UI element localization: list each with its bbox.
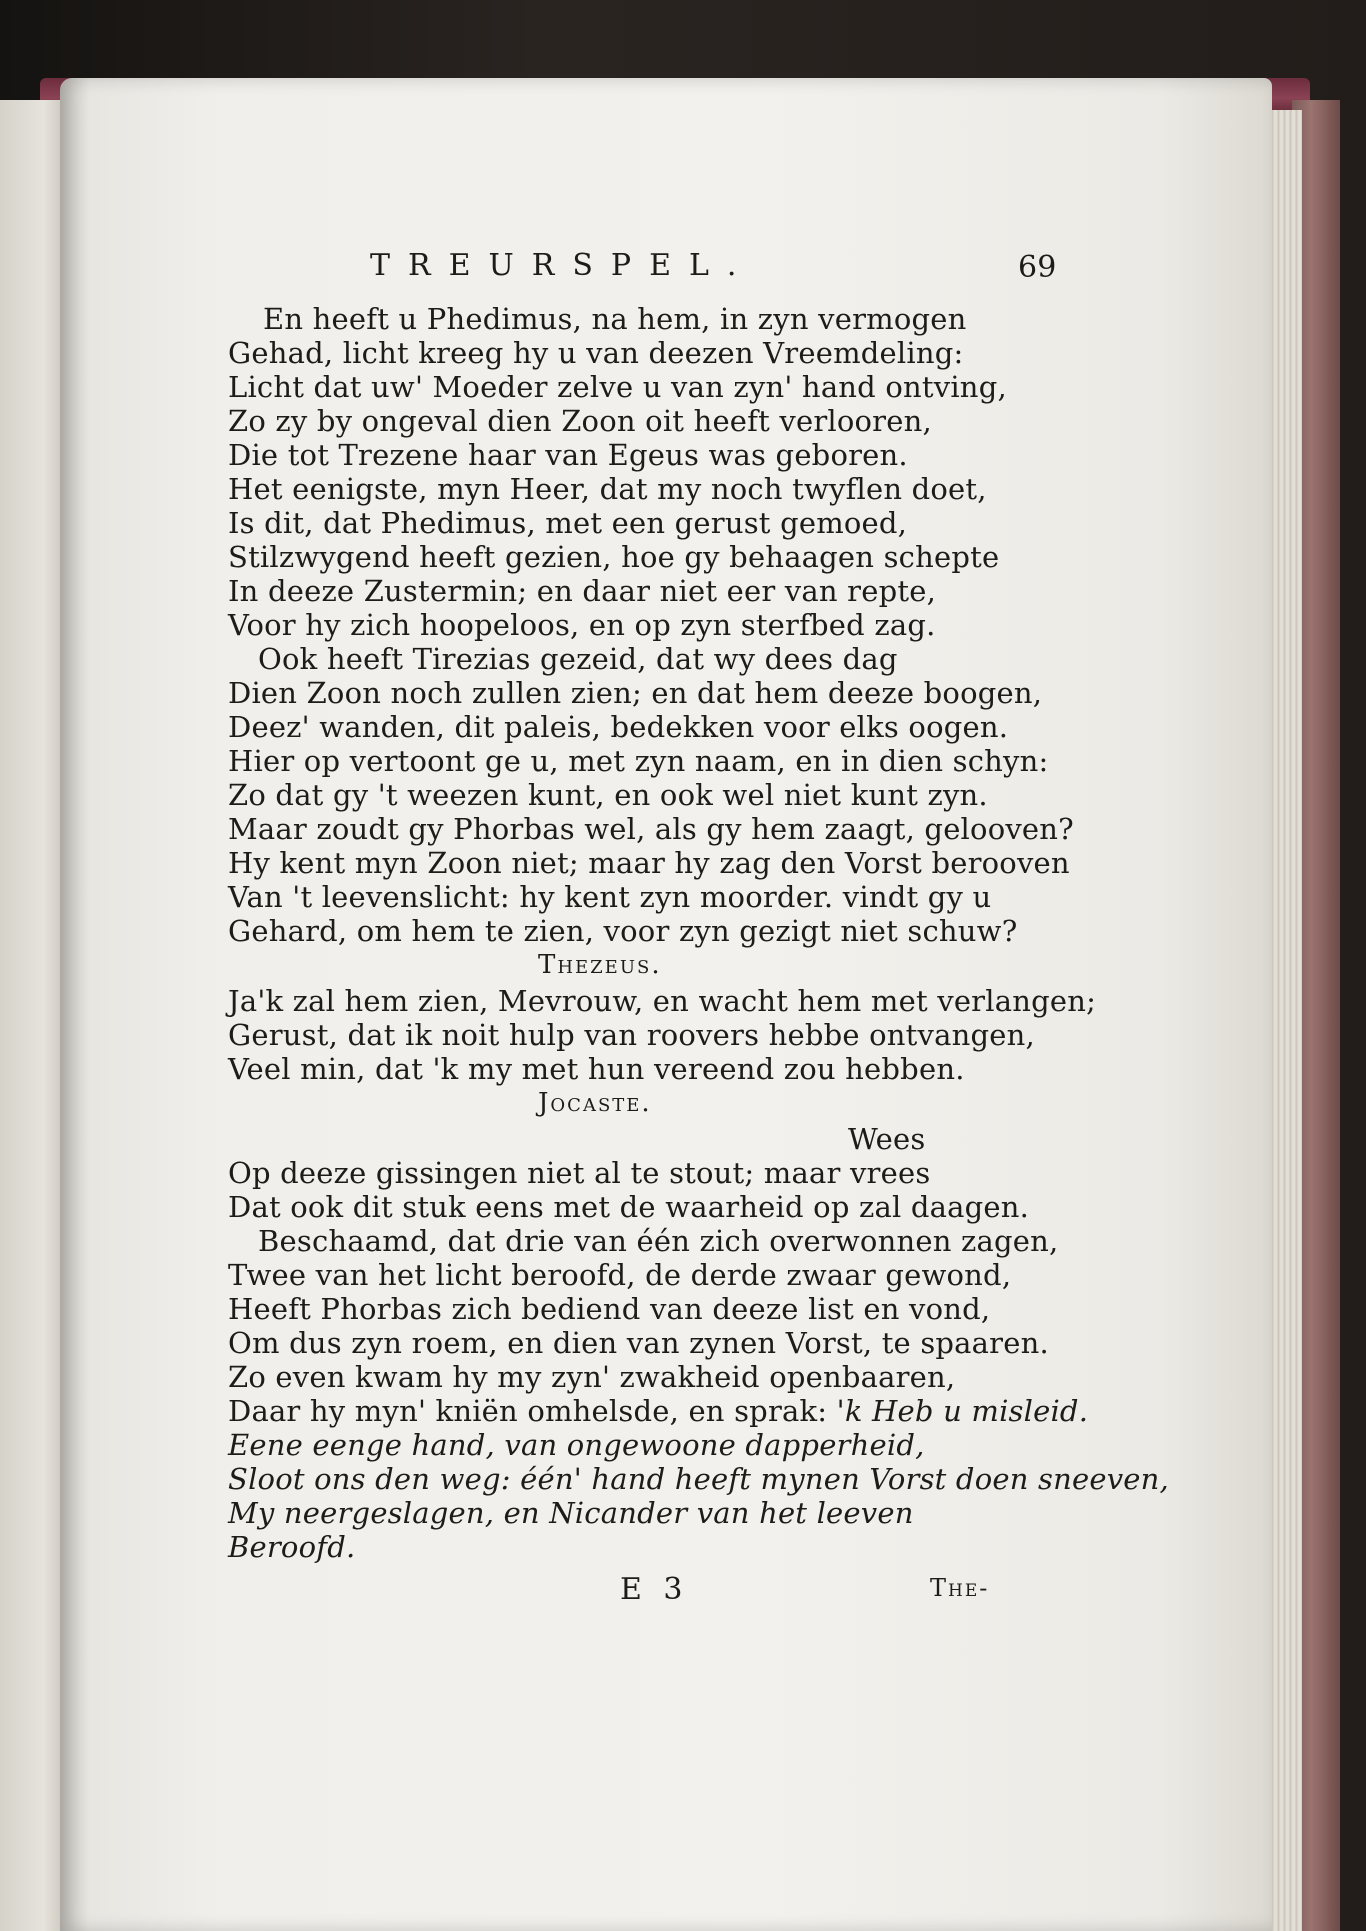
verse-line: Voor hy zich hoopeloos, en op zyn sterfbed zag. bbox=[228, 608, 936, 642]
verse-line: Zo dat gy 't weezen kunt, en ook wel niet kunt zyn. bbox=[228, 778, 988, 812]
verse-line: Die tot Trezene haar van Egeus was geboren. bbox=[228, 438, 908, 472]
verse-line: Veel min, dat 'k my met hun vereend zou hebben. bbox=[228, 1052, 965, 1086]
facing-page bbox=[0, 100, 64, 1931]
verse-line: En heeft u Phedimus, na hem, in zyn vermogen bbox=[263, 302, 967, 336]
verse-line: Twee van het licht beroofd, de derde zwaar gewond, bbox=[228, 1258, 1012, 1292]
verse-line: Het eenigste, myn Heer, dat my noch twyflen doet, bbox=[228, 472, 987, 506]
verse-line: Beschaamd, dat drie van één zich overwonnen zagen, bbox=[258, 1224, 1059, 1258]
verse-line: Van 't leevenslicht: hy kent zyn moorder. vindt gy u bbox=[228, 880, 992, 914]
verse-line: Dien Zoon noch zullen zien; en dat hem deeze boogen, bbox=[228, 676, 1043, 710]
page-number: 69 bbox=[1018, 250, 1057, 285]
verse-line: Is dit, dat Phedimus, met een gerust gemoed, bbox=[228, 506, 908, 540]
verse-line: Dat ook dit stuk eens met de waarheid op zal daagen. bbox=[228, 1190, 1030, 1224]
verse-line-italic: 'k Heb u misleid. bbox=[836, 1394, 1089, 1428]
verse-line: Gehad, licht kreeg hy u van deezen Vreemdeling: bbox=[228, 336, 964, 370]
verse-line: Zo zy by ongeval dien Zoon oit heeft verlooren, bbox=[228, 404, 932, 438]
verse-line-italic: Eene eenge hand, van ongewoone dapperheid, bbox=[228, 1428, 925, 1462]
speaker-name: Jocaste. bbox=[538, 1088, 652, 1118]
verse-line-italic: Sloot ons den weg: één' hand heeft mynen Vorst doen sneeven, bbox=[228, 1462, 1169, 1496]
verse-line-roman: Daar hy myn' kniën omhelsde, en sprak: bbox=[228, 1394, 828, 1428]
verse-line: Om dus zyn roem, en dien van zynen Vorst, te spaaren. bbox=[228, 1326, 1049, 1360]
verse-line: In deeze Zustermin; en daar niet eer van repte, bbox=[228, 574, 936, 608]
verse-line-italic: Beroofd. bbox=[228, 1530, 356, 1564]
verse-line: Hy kent myn Zoon niet; maar hy zag den Vorst berooven bbox=[228, 846, 1070, 880]
verse-line-italic: My neergeslagen, en Nicander van het leeven bbox=[228, 1496, 914, 1530]
verse-line: Heeft Phorbas zich bediend van deeze list en vond, bbox=[228, 1292, 991, 1326]
running-title: TREURSPEL. bbox=[370, 248, 755, 283]
verse-line: Ook heeft Tirezias gezeid, dat wy dees dag bbox=[258, 642, 898, 676]
speaker-name: Thezeus. bbox=[538, 950, 662, 980]
verse-line bbox=[228, 1394, 1088, 1428]
verse-line: Op deeze gissingen niet al te stout; maar vrees bbox=[228, 1156, 931, 1190]
verse-line: Gehard, om hem te zien, voor zyn gezigt niet schuw? bbox=[228, 914, 1018, 948]
verse-line: Licht dat uw' Moeder zelve u van zyn' hand ontving, bbox=[228, 370, 1007, 404]
verse-line: Zo even kwam hy my zyn' zwakheid openbaaren, bbox=[228, 1360, 956, 1394]
verse-line: Wees bbox=[848, 1122, 926, 1156]
book-page bbox=[60, 78, 1272, 1931]
verse-line: Deez' wanden, dit paleis, bedekken voor elks oogen. bbox=[228, 710, 1009, 744]
verse-line: Gerust, dat ik noit hulp van roovers hebbe ontvangen, bbox=[228, 1018, 1035, 1052]
signature-mark: E 3 bbox=[620, 1572, 689, 1607]
catchword: The- bbox=[930, 1574, 990, 1602]
verse-line: Hier op vertoont ge u, met zyn naam, en in dien schyn: bbox=[228, 744, 1049, 778]
verse-line: Stilzwygend heeft gezien, hoe gy behaagen schepte bbox=[228, 540, 1000, 574]
verse-line: Ja'k zal hem zien, Mevrouw, en wacht hem met verlangen; bbox=[228, 984, 1097, 1018]
verse-line: Maar zoudt gy Phorbas wel, als gy hem zaagt, gelooven? bbox=[228, 812, 1074, 846]
